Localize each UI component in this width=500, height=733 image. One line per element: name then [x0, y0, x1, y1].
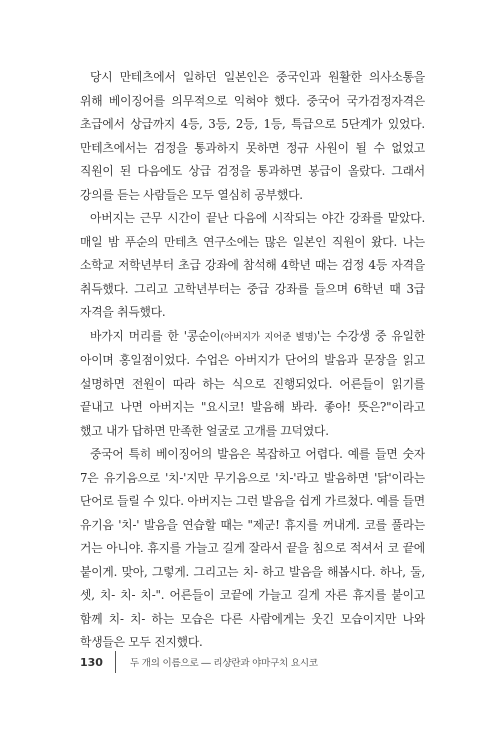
paragraph-1: 당시 만테츠에서 일하던 일본인은 중국인과 원활한 의사소통을 위해 베이징어를 의무적으로 익혀야 했다. 중국어 국가검정자격은 초급에서 상급까지 4등, 3등, 2등, 1등, 특급으로 5단계가 있었다. 만테츠에서는 검정을 통과하지 못하면 정규 사원이 될 수 없었고 직원이 된 다음에도 상급 검정을 통과하면 봉급이 올랐다. 그래서 강의를 듣는 사람들은 모두 열심히 공부했다. [80, 70, 425, 202]
page-footer [80, 651, 318, 673]
running-title: 두 개의 이름으로 ― 리샹란과 야마구치 요시코 [129, 658, 318, 669]
page-number: 130 [80, 655, 103, 669]
paragraph-3-text-after: '는 수강생 중 유일한 아이며 홍일점이었다. 수업은 아버지가 단어의 발음과 문장을 읽고 설명하면 전원이 따라 하는 식으로 진행되었다. 어른들이 읽기를 끝내고 나면 아버지는 "요시코! 발음해 봐라. 좋아! 뜻은?"이라고 했고 내가 답하면 만족한 얼굴로 고개를 끄덕였다. [80, 328, 425, 438]
footer-divider [115, 651, 116, 673]
paragraph-2: 아버지는 근무 시간이 끝난 다음에 시작되는 야간 강좌를 맡았다. 매일 밤 푸순의 만테츠 연구소에는 많은 일본인 직원이 왔다. 나는 소학교 저학년부터 초급 강좌에 참석해 4학년 때는 검정 4등 자격을 취득했다. 그리고 고학년부터는 중급 강좌를 들으며 6학년 때 3급 자격을 취득했다. [80, 211, 425, 319]
paragraph-3-text-before: 바가지 머리를 한 '콩순이 [90, 328, 221, 343]
paragraph-4: 중국어 특히 베이징어의 발음은 복잡하고 어렵다. 예를 들면 숫자 7은 유기음으로 '치-'지만 무기음으로 '치-'라고 발음하면 '닭'이라는 단어로 들릴 수 있다. 아버지는 그런 발음을 쉽게 가르쳤다. 예를 들면 유기음 '치-' 발음을 연습할 때는 "제군! 휴지를 꺼내게. 코를 풀라는 거는 아니야. 휴지를 가늘고 길게 잘라서 끝을 침으로 적셔서 코 끝에 붙이게. 맞아, 그렇게. 그리고는 치- 하고 발음을 해봅시다. 하나, 둘, 셋, 치- 치- 치-". 어른들이 코끝에 가늘고 길게 자른 휴지를 붙이고 함께 치- 치- 하는 모습은 다른 사람에게는 웃긴 모습이지만 나와 학생들은 모두 진지했다. [80, 447, 425, 649]
nickname-note: (아버지가 지어준 별명) [220, 331, 317, 343]
paragraph-3 [80, 325, 425, 444]
body-text [80, 66, 425, 655]
